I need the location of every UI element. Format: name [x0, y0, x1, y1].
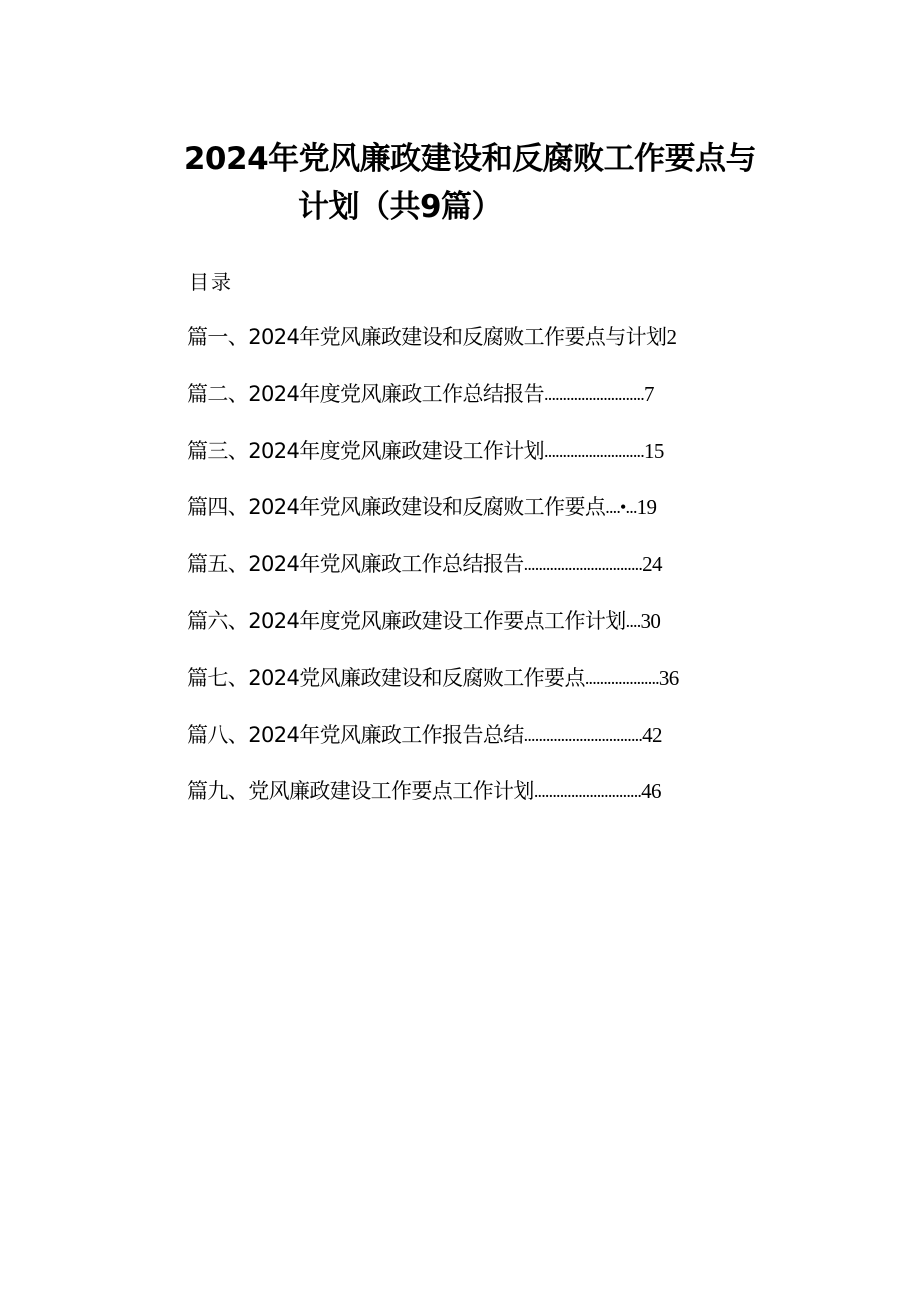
document-title-line-1: 2024年党风廉政建设和反腐败工作要点与 [183, 141, 757, 177]
toc-entry-label: 篇三、2024年度党风廉政建设工作计划 [187, 438, 545, 463]
toc-entry[interactable] [187, 548, 787, 605]
toc-entry-label: 篇一、2024年党风廉政建设和反腐败工作要点与计划 [187, 325, 667, 349]
toc-entry-page: 30 [640, 608, 661, 633]
toc-entry-label: 篇五、2024年党风廉政工作总结报告 [187, 552, 524, 577]
toc-entry-page: 15 [643, 438, 664, 463]
toc-entry-leader: ........................... [544, 440, 644, 461]
toc-entry-page: 24 [642, 552, 662, 577]
table-of-contents [187, 321, 787, 832]
toc-entry[interactable] [187, 775, 787, 832]
toc-entry-page: 36 [658, 665, 679, 690]
toc-entry-label: 篇四、2024年党风廉政建设和反腐败工作要点 [187, 495, 606, 520]
toc-entry-page: 2 [666, 325, 677, 349]
toc-entry[interactable] [187, 321, 787, 378]
toc-entry-leader: ................................ [523, 554, 643, 575]
toc-entry-label: 篇二、2024年度党风廉政工作总结报告 [187, 381, 545, 406]
toc-entry-page: 42 [642, 722, 662, 747]
toc-entry[interactable] [187, 605, 787, 662]
document-title-line-2: 计划（共9篇） [297, 189, 503, 225]
toc-entry-leader: ................................ [523, 724, 643, 745]
toc-entry[interactable] [187, 491, 787, 548]
toc-entry[interactable] [187, 435, 787, 492]
toc-entry-leader: ........................... [544, 383, 644, 404]
toc-entry-label: 篇九、党风廉政建设工作要点工作计划 [187, 779, 534, 804]
toc-entry-page: 46 [641, 779, 661, 804]
toc-entry-leader: .... [625, 610, 641, 631]
toc-entry[interactable] [187, 378, 787, 435]
toc-heading: 目录 [189, 270, 233, 294]
toc-entry-label: 篇六、2024年度党风廉政建设工作要点工作计划 [187, 608, 626, 633]
toc-entry[interactable] [187, 662, 787, 719]
toc-entry[interactable] [187, 719, 787, 776]
toc-entry-page: 19 [636, 495, 657, 520]
toc-entry-label: 篇八、2024年党风廉政工作报告总结 [187, 722, 524, 747]
toc-entry-leader: ............................. [533, 781, 642, 802]
toc-entry-page: 7 [643, 381, 654, 406]
toc-entry-leader: ....•... [605, 497, 637, 518]
toc-entry-label: 篇七、2024党风廉政建设和反腐败工作要点 [187, 665, 585, 690]
toc-entry-leader: .................... [584, 667, 659, 688]
